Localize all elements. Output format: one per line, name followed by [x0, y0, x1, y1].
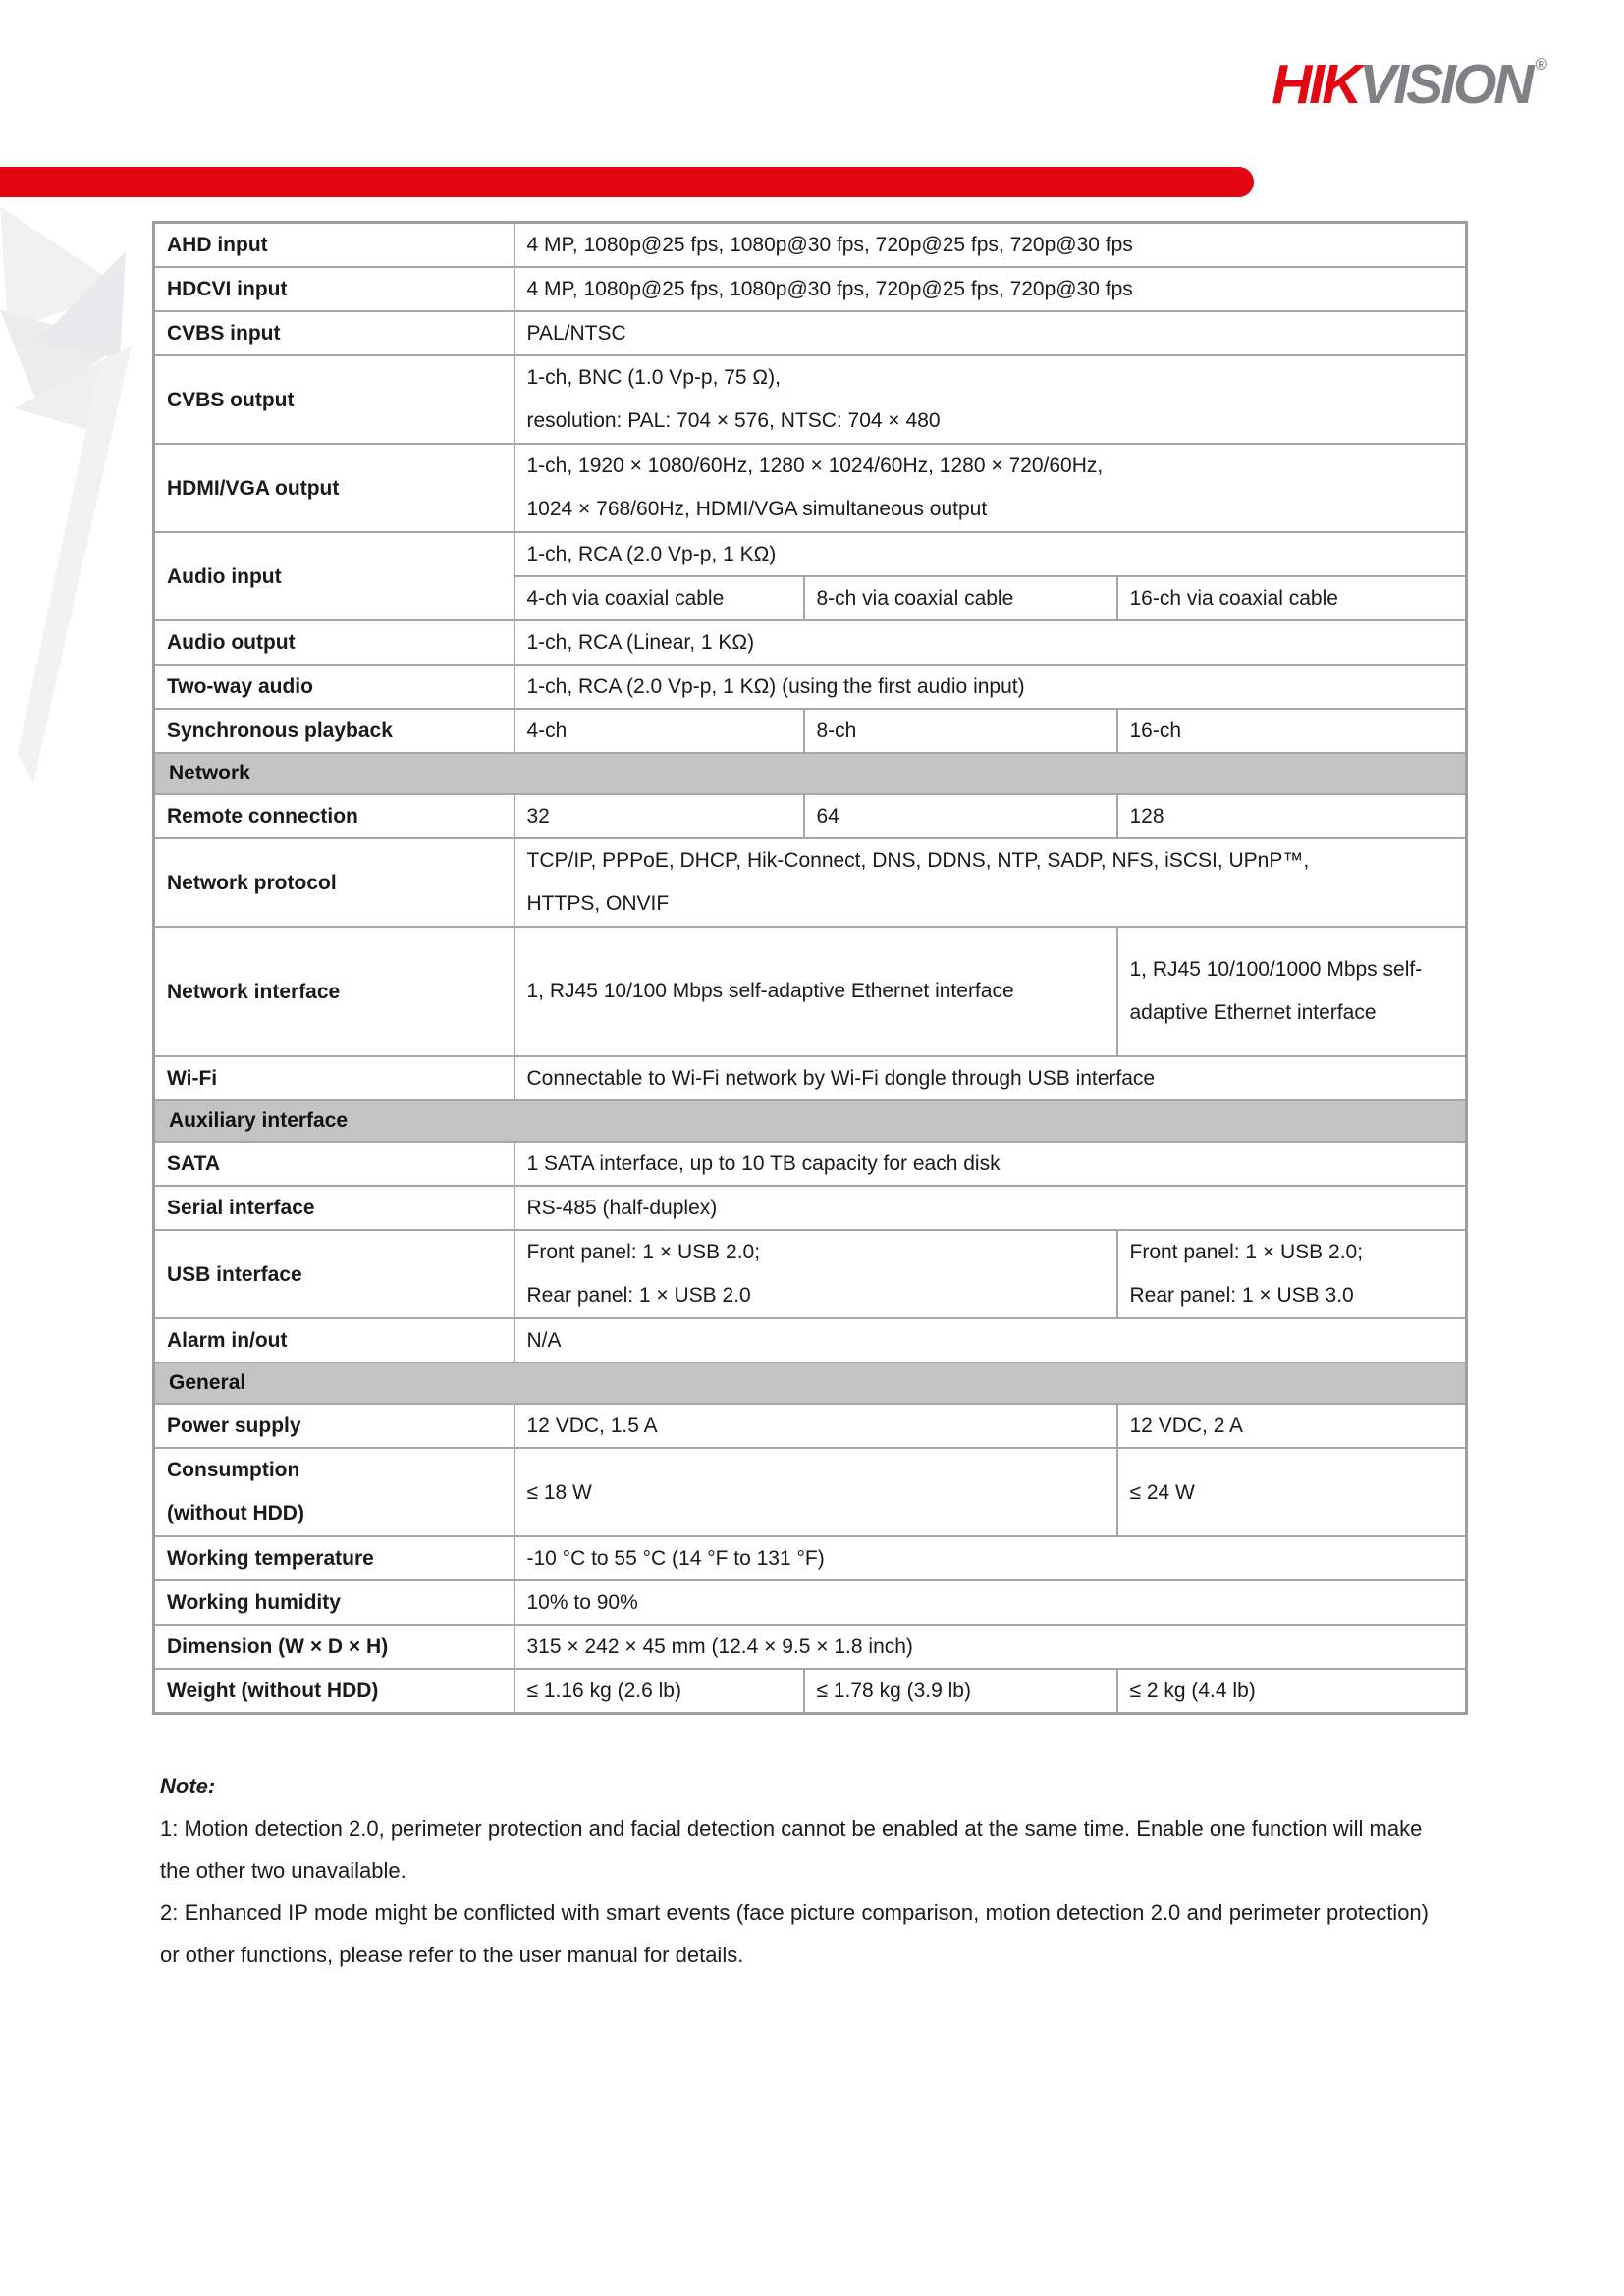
row-label: CVBS input	[154, 311, 514, 355]
row-label: Serial interface	[154, 1186, 514, 1230]
hikvision-logo	[1272, 53, 1547, 116]
section-title: Network	[154, 753, 1467, 794]
note-1: 1: Motion detection 2.0, perimeter protection and facial detection cannot be enabled at the same time. Enable one function will make the other two unavailable.	[160, 1816, 1423, 1883]
note-2: 2: Enhanced IP mode might be conflicted with smart events (face picture comparison, motion detection 2.0 and perimeter protection) or other functions, please refer to the user manual for details.	[160, 1900, 1429, 1967]
row-two-way-audio	[154, 665, 1467, 709]
row-hdmi-vga-output	[154, 444, 1467, 532]
row-weight	[154, 1669, 1467, 1714]
section-title: General	[154, 1362, 1467, 1404]
logo-hik-text: HIK	[1272, 53, 1360, 116]
row-value: 4 MP, 1080p@25 fps, 1080p@30 fps, 720p@25 fps, 720p@30 fps	[514, 267, 1467, 311]
row-usb-interface	[154, 1230, 1467, 1318]
row-audio-input	[154, 532, 1467, 576]
row-value-right: ≤ 24 W	[1117, 1448, 1467, 1536]
row-value-2: 64	[804, 794, 1117, 838]
row-network-interface	[154, 927, 1467, 1056]
row-label: Power supply	[154, 1404, 514, 1448]
row-value: 4 MP, 1080p@25 fps, 1080p@30 fps, 720p@25 fps, 720p@30 fps	[514, 223, 1467, 268]
row-value: PAL/NTSC	[514, 311, 1467, 355]
watermark-graphic	[0, 194, 177, 1127]
row-value-16ch: 16-ch	[1117, 709, 1467, 753]
section-header-network	[154, 753, 1467, 794]
row-value-3: ≤ 2 kg (4.4 lb)	[1117, 1669, 1467, 1714]
value-line: HTTPS, ONVIF	[526, 892, 670, 915]
row-value: 1-ch, RCA (2.0 Vp-p, 1 KΩ) (using the first audio input)	[514, 665, 1467, 709]
row-remote-connection	[154, 794, 1467, 838]
section-header-auxiliary	[154, 1100, 1467, 1142]
row-label: HDCVI input	[154, 267, 514, 311]
row-label: Audio input	[154, 532, 514, 620]
value-line: resolution: PAL: 704 × 576, NTSC: 704 × 480	[526, 409, 941, 432]
row-dimension	[154, 1625, 1467, 1669]
row-label: AHD input	[154, 223, 514, 268]
label-line: (without HDD)	[167, 1502, 304, 1524]
section-header-general	[154, 1362, 1467, 1404]
row-value: 10% to 90%	[514, 1580, 1467, 1625]
row-label: Synchronous playback	[154, 709, 514, 753]
row-hdcvi-input	[154, 267, 1467, 311]
red-accent-bar	[0, 167, 1254, 197]
row-working-temperature	[154, 1536, 1467, 1580]
row-consumption	[154, 1448, 1467, 1536]
value-line: TCP/IP, PPPoE, DHCP, Hik-Connect, DNS, DDNS, NTP, SADP, NFS, iSCSI, UPnP™,	[526, 849, 1310, 872]
row-value-4ch: 4-ch	[514, 709, 804, 753]
row-sata	[154, 1142, 1467, 1186]
row-value-right	[1117, 927, 1467, 1056]
row-label: Audio output	[154, 620, 514, 665]
row-value-right	[1117, 1230, 1467, 1318]
row-label: CVBS output	[154, 355, 514, 444]
spec-table-container	[152, 221, 1468, 1715]
row-label	[154, 1448, 514, 1536]
logo-vision-text: VISION	[1359, 53, 1532, 116]
row-value: N/A	[514, 1318, 1467, 1362]
row-value-left	[514, 927, 1117, 1056]
row-label: Network interface	[154, 927, 514, 1056]
row-value	[514, 355, 1467, 444]
row-value-right: 12 VDC, 2 A	[1117, 1404, 1467, 1448]
row-value	[514, 838, 1467, 927]
row-working-humidity	[154, 1580, 1467, 1625]
notes-title: Note:	[160, 1774, 216, 1798]
row-value-left	[514, 1230, 1117, 1318]
value-line: Rear panel: 1 × USB 2.0	[526, 1284, 751, 1307]
row-label: Dimension (W × D × H)	[154, 1625, 514, 1669]
row-label: Working temperature	[154, 1536, 514, 1580]
row-ahd-input	[154, 223, 1467, 268]
notes-section	[160, 1765, 1429, 1976]
value-text: 1, RJ45 10/100/1000 Mbps self-adaptive Ethernet interface	[1129, 958, 1423, 1024]
row-value	[514, 444, 1467, 532]
row-value: -10 °C to 55 °C (14 °F to 131 °F)	[514, 1536, 1467, 1580]
value-line: Rear panel: 1 × USB 3.0	[1129, 1284, 1354, 1307]
row-value: 1 SATA interface, up to 10 TB capacity for each disk	[514, 1142, 1467, 1186]
row-value: 1-ch, RCA (2.0 Vp-p, 1 KΩ)	[514, 532, 1467, 576]
row-label: Remote connection	[154, 794, 514, 838]
row-value-16ch: 16-ch via coaxial cable	[1117, 576, 1467, 620]
row-value-3: 128	[1117, 794, 1467, 838]
value-line: Front panel: 1 × USB 2.0;	[526, 1241, 761, 1263]
row-value-left: ≤ 18 W	[514, 1448, 1117, 1536]
section-title: Auxiliary interface	[154, 1100, 1467, 1142]
row-network-protocol	[154, 838, 1467, 927]
row-label: SATA	[154, 1142, 514, 1186]
row-value-4ch: 4-ch via coaxial cable	[514, 576, 804, 620]
row-serial-interface	[154, 1186, 1467, 1230]
row-alarm-in-out	[154, 1318, 1467, 1362]
row-synchronous-playback	[154, 709, 1467, 753]
registered-trademark-icon: ®	[1535, 55, 1547, 74]
row-value-8ch: 8-ch via coaxial cable	[804, 576, 1117, 620]
row-label: HDMI/VGA output	[154, 444, 514, 532]
value-line: Front panel: 1 × USB 2.0;	[1129, 1241, 1364, 1263]
row-value-8ch: 8-ch	[804, 709, 1117, 753]
row-value-1: 32	[514, 794, 804, 838]
value-text: 1, RJ45 10/100 Mbps self-adaptive Ethernet interface	[526, 980, 1014, 1002]
row-label: Two-way audio	[154, 665, 514, 709]
row-audio-output	[154, 620, 1467, 665]
row-label: Weight (without HDD)	[154, 1669, 514, 1714]
value-line: 1024 × 768/60Hz, HDMI/VGA simultaneous output	[526, 498, 988, 520]
row-label: USB interface	[154, 1230, 514, 1318]
row-value-2: ≤ 1.78 kg (3.9 lb)	[804, 1669, 1117, 1714]
row-value: 315 × 242 × 45 mm (12.4 × 9.5 × 1.8 inch)	[514, 1625, 1467, 1669]
value-line: 1-ch, BNC (1.0 Vp-p, 75 Ω),	[526, 366, 781, 389]
row-label: Working humidity	[154, 1580, 514, 1625]
row-value-left: 12 VDC, 1.5 A	[514, 1404, 1117, 1448]
row-value: Connectable to Wi-Fi network by Wi-Fi dongle through USB interface	[514, 1056, 1467, 1100]
row-wifi	[154, 1056, 1467, 1100]
row-label: Network protocol	[154, 838, 514, 927]
row-value: RS-485 (half-duplex)	[514, 1186, 1467, 1230]
row-power-supply	[154, 1404, 1467, 1448]
value-line: 1-ch, 1920 × 1080/60Hz, 1280 × 1024/60Hz, 1280 × 720/60Hz,	[526, 454, 1104, 477]
row-cvbs-input	[154, 311, 1467, 355]
spec-table	[152, 221, 1468, 1715]
row-value-1: ≤ 1.16 kg (2.6 lb)	[514, 1669, 804, 1714]
row-label: Alarm in/out	[154, 1318, 514, 1362]
row-label: Wi-Fi	[154, 1056, 514, 1100]
row-cvbs-output	[154, 355, 1467, 444]
label-line: Consumption	[167, 1459, 300, 1481]
row-value: 1-ch, RCA (Linear, 1 KΩ)	[514, 620, 1467, 665]
